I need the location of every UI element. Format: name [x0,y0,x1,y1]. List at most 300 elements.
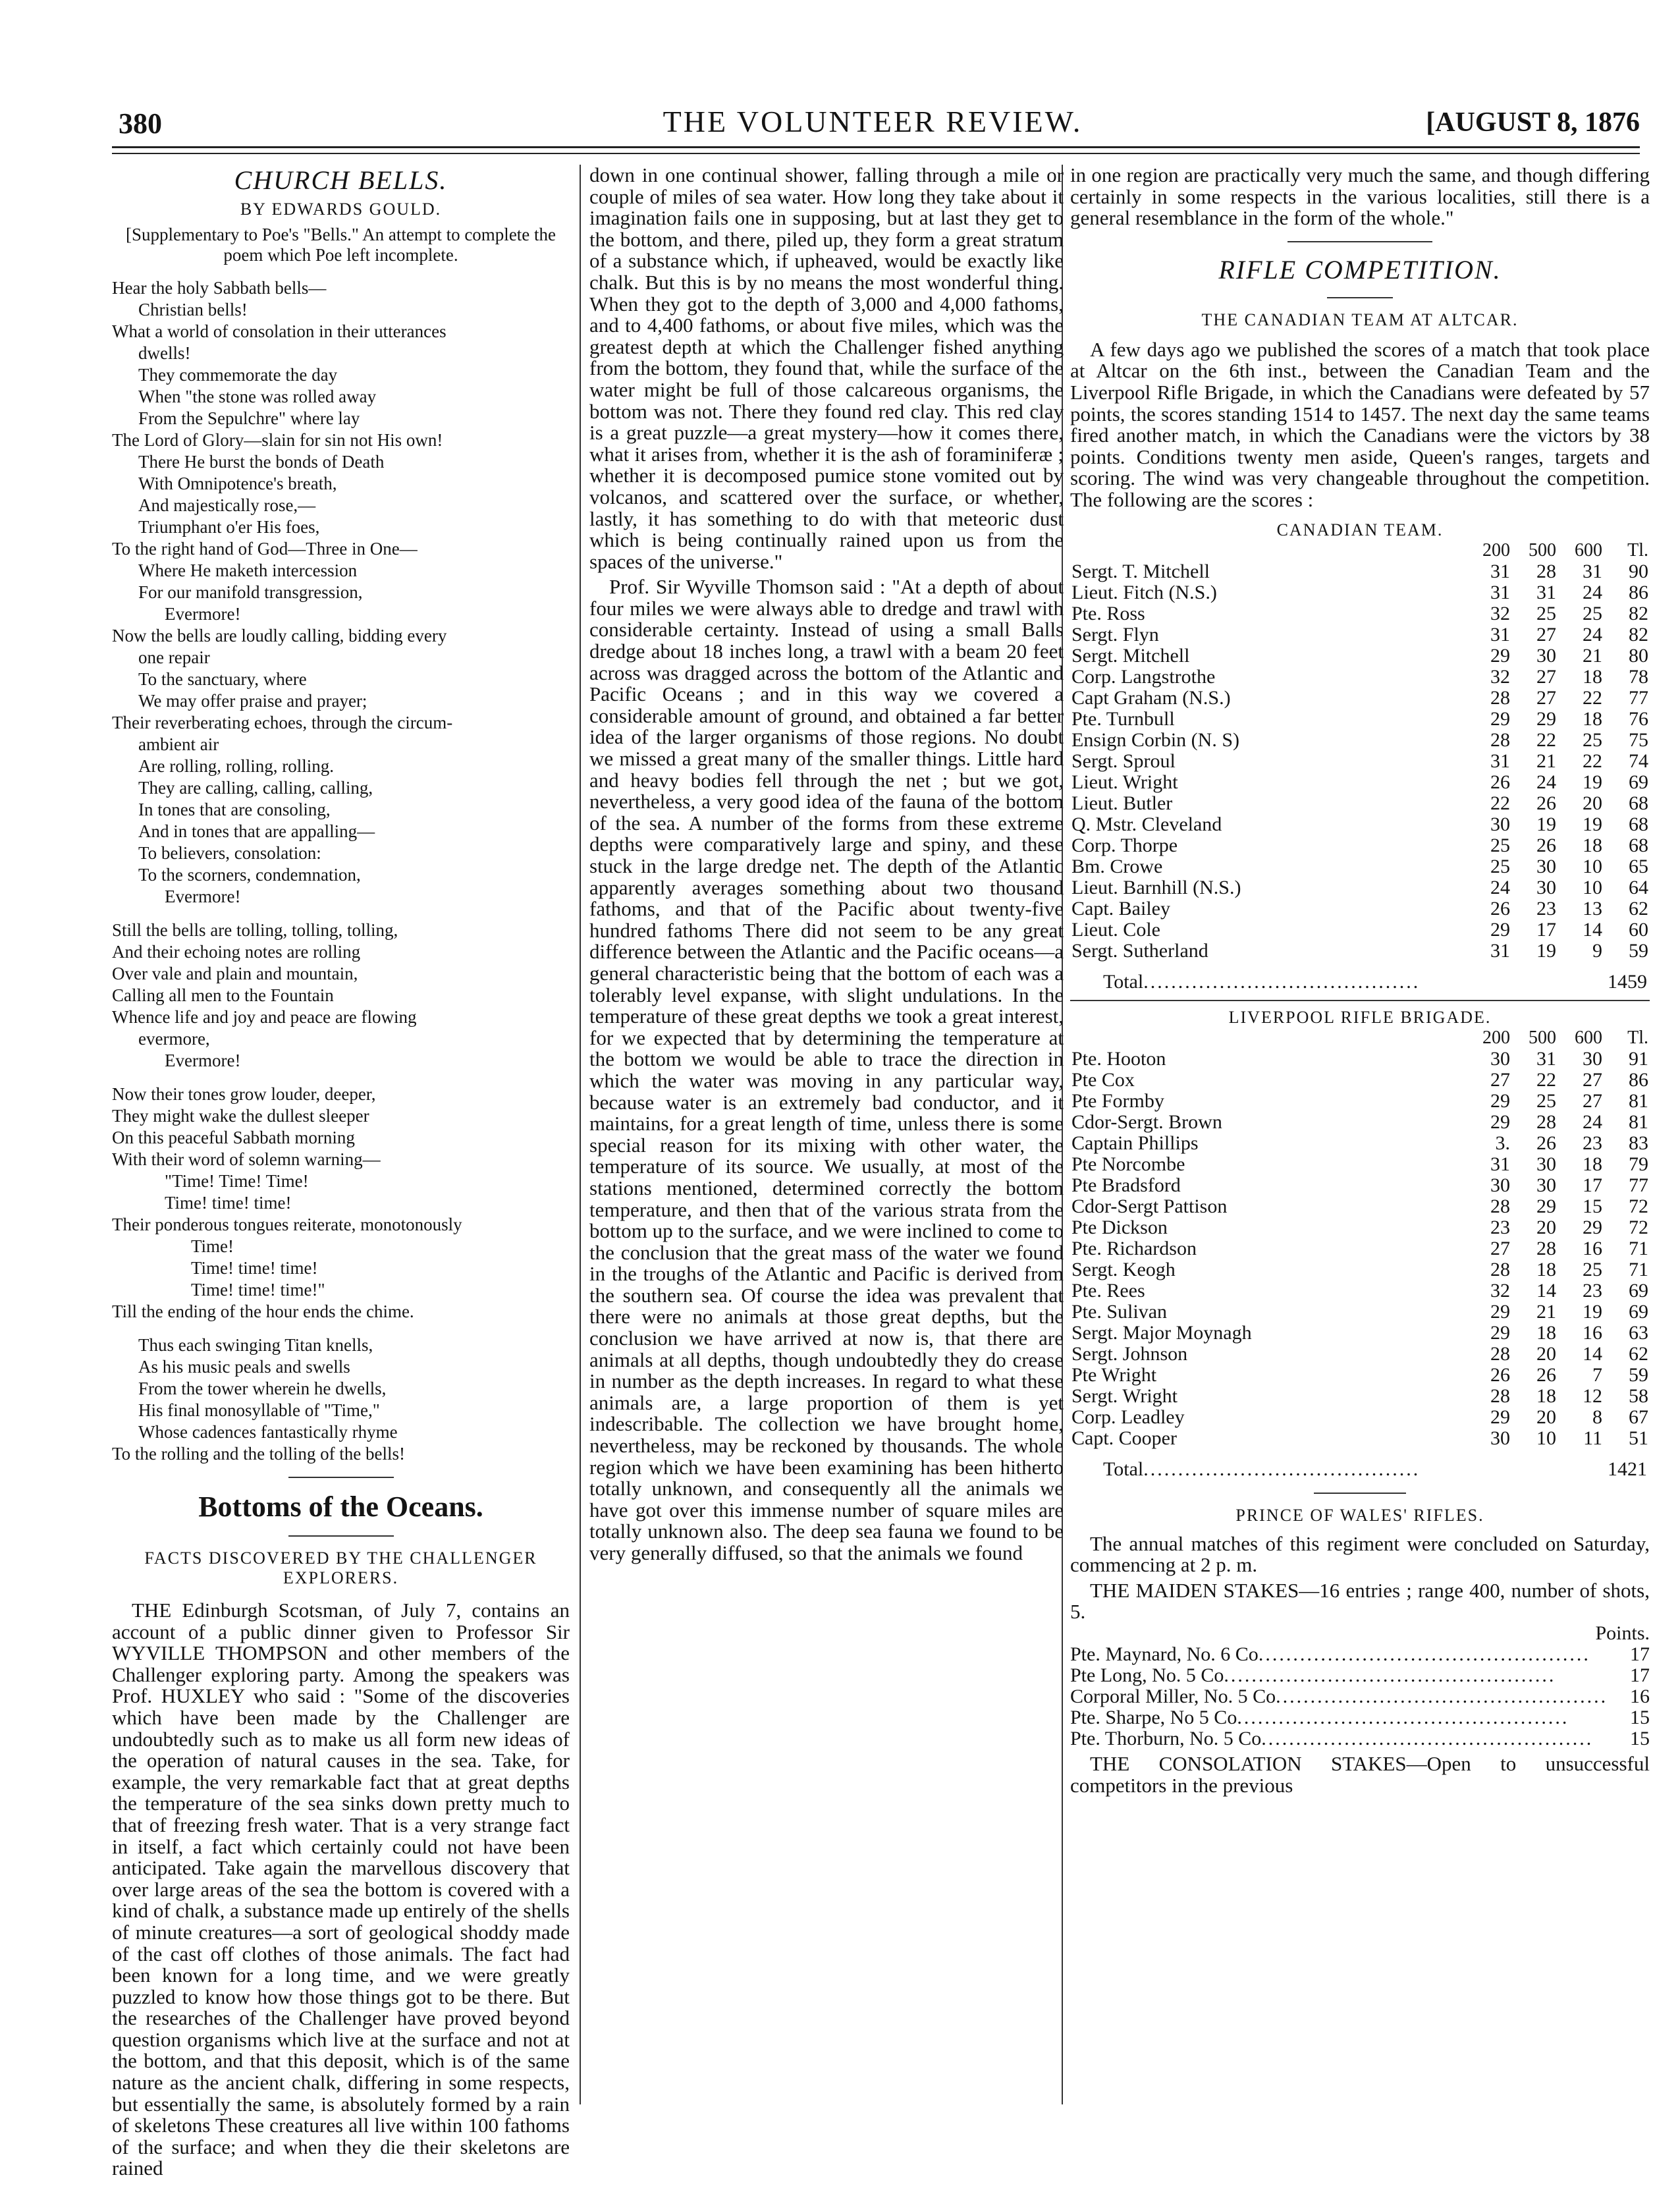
score-row [1070,1323,1650,1344]
score-row [1070,1154,1650,1175]
poem-line: What a world of consolation in their utterances [112,321,447,341]
score-cell: 32 [1490,602,1510,624]
poem-line: As his music peals and swells [138,1357,350,1377]
competitor-name: Capt Graham (N.S.) [1071,686,1231,709]
poem-line: Whence life and joy and peace are flowing [112,1007,417,1027]
competitor-name: Capt. Cooper [1071,1427,1177,1449]
score-cell: 17 [1536,918,1556,941]
poem-title: CHURCH BELLS. [234,165,448,195]
score-cell: 31 [1490,750,1510,772]
score-cell: 30 [1536,855,1556,877]
leader-dots: ................................................ [1224,1664,1556,1686]
poem-line: Hear the holy Sabbath bells— [112,278,327,298]
score-row [1070,582,1650,603]
competitor-name: Corp. Langstrothe [1071,665,1216,688]
score-cell: 28 [1490,1342,1510,1365]
page-header [105,99,1640,145]
poem-line: To the scorners, condemnation, [138,865,361,885]
thomson-paragraph: Prof. Sir Wyville Thomson said : "At a depth of about four miles we were always able to dredge and trawl with considerable certainty. Instead of using a small Balls dredge about 18 inches long, a trawl with a beam 20 feet across was dragged across the bottom of the Atlantic and Pacific Oceans ; and in this way we covered a considerable amount of ground, and obtained a far better idea of the larger organisms of those regions. No doubt we missed a great many of the smaller things. Little hard and heavy bodies fell through the net ; but we got, nevertheless, a very good idea of the fauna of the bottom of the sea. A number of the forms from these extreme depths were comparatively large and spiny, and these stuck in the large dredge net. The depth of the Atlantic apparently averages something about two thousand fathoms, and that of the Pacific about twenty-five hundred fathoms There did not seem to be any great difference between the Atlantic and the Pacific oceans—a general characteristic being that the bottom of each was a tolerably level expanse, with slight undulations. In the temperature of these great depths we took a great interest, for we expected that by determining the temperature at the bottom we would be able to trace the direction in which the water was moving in any particular way, because water is an extremely bad conductor, and it maintains, for a great length of time, unless there is some special reason for its mixing with other water, the temperature of its source. We usually, at most of the stations mentioned, determined correctly the bottom temperature, and then that of the various strata from the bottom up to the surface, and we were inclined to come to the conclusion that the great mass of the water we found in the troughs of the Atlantic and Pacific is derived from the southern sea. Of course the idea was prevalent that there were no animals at those great depths, but the conclusion we have arrived at now is, that there are animals at all depths, though undoubtedly they do crease in number as the depth increases. In regard to what these animals are, a large proportion of them is yet indescribable. The collection we have brought home, nevertheless, may be reckoned by thousands. The whole region which we have been examining has been hitherto totally unknown, and consequently all the animals we have got over this immense number of square miles are totally unknown also. The deep sea fauna we found to be very generally diffused, so that the animals we found [589,575,1064,1564]
score-cell: 19 [1583,771,1602,793]
score-row [1070,835,1650,856]
poem-line: Over vale and plain and mountain, [112,964,358,983]
score-cell: 13 [1583,897,1602,919]
score-cell: 30 [1536,1153,1556,1175]
score-cell: 16 [1583,1321,1602,1344]
competitor-name: Corporal Miller, No. 5 Co [1070,1685,1276,1707]
competitor-name: Pte Long, No. 5 Co [1070,1664,1224,1686]
range-header: 600 [1575,1027,1602,1048]
article-continued-paragraph: down in one continual shower, falling through a mile or couple of miles of sea water. How long they take about it imagination fails one in supposing, but at last they get to the bottom, and there, piled up, they form a great stratum of a substance which, if upheaved, would be exactly like chalk. But this is by no means the most wonderful thing. When they got to the depth of 3,000 and 4,000 fathoms, and to 4,400 fathoms, or about five miles, which was the greatest depth at which the Challenger fished anything from the bottom, they found that, while the surface of the water might be full of those calcareous organisms, the bottom was not. There they found red clay. This red clay is a great puzzle—a great mystery—how it comes there, what it arises from, whether it is the ash of foraminiferæ ; whether it is decomposed pumice stone vomited out by volcanos, and scattered over the surface, or whether, lastly, it has something to do with that meteoric dust which is being continually rained upon us from the spaces of the universe." [589,163,1064,573]
section-divider [1314,1493,1406,1494]
score-cell: 22 [1536,728,1556,751]
prize-row [1070,1644,1650,1665]
score-cell: 23 [1583,1279,1602,1302]
article-subtitle: FACTS DISCOVERED BY THE CHALLENGER EXPLORERS. [144,1549,537,1587]
score-cell: 14 [1583,1342,1602,1365]
score-row [1070,1196,1650,1217]
score-cell: 72 [1629,1216,1648,1238]
prize-row [1070,1686,1650,1707]
range-header: Tl. [1627,539,1648,561]
score-header-row [1070,1028,1650,1049]
score-cell: 29 [1490,707,1510,730]
poem-line: Now the bells are loudly calling, bidding every [112,626,447,645]
points-label: Points. [1595,1622,1650,1644]
leader-dots: ................................................ [1258,1643,1590,1665]
score-cell: 71 [1629,1237,1648,1259]
header-rule-thin [112,153,1640,154]
competitor-name: Pte. Thorburn, No. 5 Co [1070,1727,1262,1749]
score-cell: 80 [1629,644,1648,667]
poem-line: They are calling, calling, calling, [138,778,373,798]
score-cell: 24 [1583,1111,1602,1133]
score-row [1070,919,1650,941]
score-cell: 25 [1490,834,1510,856]
canadian-scores-table [1070,540,1650,962]
score-cell: 26 [1490,1363,1510,1386]
score-cell: 24 [1583,581,1602,603]
poem-body [112,277,570,1465]
score-cell: 27 [1490,1237,1510,1259]
score-row [1070,1112,1650,1133]
competitor-name: Lieut. Barnhill (N.S.) [1071,876,1241,898]
score-cell: 78 [1629,665,1648,688]
score-cell: 81 [1629,1111,1648,1133]
liverpool-total-row [1070,1458,1650,1481]
header-spacer [1070,540,1465,561]
header-spacer [1070,1028,1465,1049]
prize-row [1070,1728,1650,1749]
competitor-name: Lieut. Fitch (N.S.) [1071,581,1217,603]
masthead-title: THE VOLUNTEER REVIEW. [663,105,1083,138]
score-cell: 15 [1583,1195,1602,1217]
score-row [1070,856,1650,877]
score-cell: 31 [1490,623,1510,645]
score-row [1070,1259,1650,1280]
competitor-name: Cdor-Sergt. Brown [1071,1111,1222,1133]
prince-title: PRINCE OF WALES' RIFLES. [1235,1505,1484,1525]
score-row [1070,1280,1650,1302]
poem-line: With their word of solemn warning— [112,1149,381,1169]
maiden-stakes-paragraph: THE MAIDEN STAKES—16 entries ; range 400, number of shots, 5. [1070,1578,1650,1624]
competitor-name: Sergt. Keogh [1071,1258,1176,1280]
score-cell: 68 [1629,813,1648,835]
score-cell: 25 [1536,1089,1556,1112]
score-cell: 29 [1490,1321,1510,1344]
score-cell: 18 [1536,1321,1556,1344]
range-header: 200 [1482,539,1510,561]
poem-line: one repair [138,647,210,667]
score-cell: 30 [1536,876,1556,898]
score-cell: 21 [1536,750,1556,772]
poem-line: We may offer praise and prayer; [138,691,367,711]
score-row [1070,1217,1650,1238]
score-cell: 68 [1629,792,1648,814]
poem-line: Evermore! [165,1051,241,1070]
score-row [1070,941,1650,962]
points-value: 16 [1630,1685,1650,1707]
score-row [1070,603,1650,624]
score-cell: 90 [1629,560,1648,582]
points-value: 15 [1630,1706,1650,1728]
column-divider [580,165,581,2104]
score-cell: 28 [1536,1111,1556,1133]
score-cell: 10 [1536,1427,1556,1449]
score-cell: 29 [1583,1216,1602,1238]
poem-line: They commemorate the day [138,365,338,385]
section-divider [1287,241,1432,242]
score-cell: 25 [1490,855,1510,877]
column-2 [589,165,1064,2108]
poem-byline: BY EDWARDS GOULD. [240,200,442,219]
competitor-name: Bm. Crowe [1071,855,1163,877]
score-cell: 22 [1583,750,1602,772]
poem-line: They might wake the dullest sleeper [112,1106,369,1126]
score-cell: 19 [1536,813,1556,835]
score-cell: 27 [1583,1089,1602,1112]
score-cell: 31 [1536,581,1556,603]
poem-line: On this peaceful Sabbath morning [112,1128,355,1147]
score-cell: 25 [1583,728,1602,751]
poem-line: With Omnipotence's breath, [138,474,337,493]
score-cell: 74 [1629,750,1648,772]
score-cell: 86 [1629,581,1648,603]
score-cell: 18 [1536,1385,1556,1407]
score-cell: 27 [1536,623,1556,645]
range-header: 600 [1575,539,1602,561]
score-row [1070,772,1650,793]
range-header: 200 [1482,1027,1510,1048]
poem-line: When "the stone was rolled away [138,387,377,406]
score-cell: 23 [1536,897,1556,919]
competitor-name: Lieut. Butler [1071,792,1173,814]
score-cell: 27 [1490,1068,1510,1091]
score-cell: 28 [1536,560,1556,582]
score-cell: 23 [1490,1216,1510,1238]
score-cell: 29 [1490,918,1510,941]
canadian-total: 1459 [1608,970,1647,993]
liverpool-scores-table [1070,1028,1650,1449]
score-cell: 30 [1490,1047,1510,1070]
score-cell: 20 [1536,1342,1556,1365]
poem-line: There He burst the bonds of Death [138,452,385,472]
section-divider [288,1477,394,1478]
competitor-name: Pte Norcombe [1071,1153,1185,1175]
score-cell: 29 [1490,1089,1510,1112]
competitor-name: Captain Phillips [1071,1132,1199,1154]
score-cell: 26 [1536,792,1556,814]
poem-line: To the sanctuary, where [138,669,307,689]
canadian-total-row [1070,971,1650,993]
leader-dots: ........................................ [1143,970,1421,993]
score-cell: 63 [1629,1321,1648,1344]
score-cell: 31 [1490,939,1510,962]
score-cell: 29 [1490,644,1510,667]
score-row [1070,667,1650,688]
maiden-stakes-results [1070,1623,1650,1749]
score-cell: 27 [1583,1068,1602,1091]
score-cell: 67 [1629,1406,1648,1428]
section-divider [288,1535,394,1537]
competitor-name: Sergt. Wright [1071,1385,1178,1407]
poem-line: Still the bells are tolling, tolling, tolling, [112,920,398,940]
competitor-name: Sergt. Mitchell [1071,644,1190,667]
score-cell: 9 [1592,939,1602,962]
section-divider [1070,1000,1650,1001]
score-cell: 69 [1629,1300,1648,1323]
range-header: 500 [1529,1027,1556,1048]
score-row [1070,898,1650,919]
poem-line: And majestically rose,— [138,495,316,515]
score-row [1070,709,1650,730]
score-cell: 19 [1583,1300,1602,1323]
poem-line: Time! time! time! [191,1258,318,1278]
header-rule [112,146,1640,148]
score-row [1070,561,1650,582]
score-cell: 21 [1536,1300,1556,1323]
score-cell: 21 [1583,644,1602,667]
competitor-name: Sergt. Johnson [1071,1342,1188,1365]
page-number: 380 [119,107,162,140]
article-conclusion: in one region are practically very much the same, and though differing certainly in some respects in the various localities, still there is a general resemblance in the form of the whole." [1070,163,1650,230]
score-cell: 28 [1490,686,1510,709]
score-cell: 82 [1629,623,1648,645]
score-row [1070,877,1650,898]
score-cell: 69 [1629,771,1648,793]
competitor-name: Pte. Maynard, No. 6 Co [1070,1643,1259,1665]
score-cell: 68 [1629,834,1648,856]
score-cell: 83 [1629,1132,1648,1154]
score-cell: 64 [1629,876,1648,898]
score-row [1070,751,1650,772]
poem-line: Till the ending of the hour ends the chime. [112,1302,414,1321]
score-cell: 91 [1629,1047,1648,1070]
score-row [1070,1302,1650,1323]
score-cell: 82 [1629,602,1648,624]
score-cell: 8 [1592,1406,1602,1428]
score-cell: 69 [1629,1279,1648,1302]
poem-stanza [112,277,570,908]
poem-line: Their reverberating echoes, through the circum- [112,713,453,732]
competitor-name: Pte. Sharpe, No 5 Co [1070,1706,1237,1728]
poem-line: Now their tones grow louder, deeper, [112,1084,376,1104]
poem-line: From the Sepulchre" where lay [138,408,360,428]
competitor-name: Pte Wright [1071,1363,1157,1386]
score-cell: 75 [1629,728,1648,751]
score-cell: 23 [1583,1132,1602,1154]
leader-dots: ................................................ [1261,1727,1594,1749]
score-cell: 72 [1629,1195,1648,1217]
score-row [1070,1386,1650,1407]
score-cell: 25 [1583,602,1602,624]
total-label: Total [1103,970,1144,993]
poem-line: "Time! Time! Time! [165,1171,309,1191]
poem-stanza [112,919,570,1072]
competitor-name: Capt. Bailey [1071,897,1170,919]
score-cell: 20 [1583,792,1602,814]
score-cell: 28 [1490,1195,1510,1217]
score-cell: 60 [1629,918,1648,941]
score-cell: 12 [1583,1385,1602,1407]
score-row [1070,1238,1650,1259]
liverpool-total: 1421 [1608,1458,1647,1480]
score-row [1070,1070,1650,1091]
competitor-name: Sergt. T. Mitchell [1071,560,1210,582]
score-cell: 24 [1583,623,1602,645]
score-cell: 22 [1490,792,1510,814]
score-cell: 71 [1629,1258,1648,1280]
score-cell: 31 [1583,560,1602,582]
score-row [1070,1175,1650,1196]
score-row [1070,1049,1650,1070]
competitor-name: Sergt. Flyn [1071,623,1159,645]
competitor-name: Corp. Thorpe [1071,834,1178,856]
score-cell: 30 [1490,813,1510,835]
article-paragraph: THE Edinburgh Scotsman, of July 7, contains an account of a public dinner given to Professor Sir WYVILLE THOMPSON and other members of the Challenger exploring party. Among the speakers was Prof. HUXLEY who said : "Some of the discoveries which have been made by the Challenger are undoubtedly such as to make us all form new ideas of the operation of natural causes in the sea. Take, for example, the very remarkable fact that at great depths the temperature of the sea sinks down pretty much to that of freezing fresh water. That is a very strange fact in itself, a fact which certainly could not have been anticipated. Take again the marvellous discovery that over large areas of the sea the bottom is covered with a kind of chalk, a substance made up entirely of the shells of minute creatures—a sort of geological shoddy made of the cast off clothes of those animals. The fact had been known for a long time, and we were greatly puzzled to know how those things got to be there. But the researches of the Challenger have proved beyond question organisms which live at the surface and not at the bottom, and that this deposit, which is of the same nature as the ancient chalk, differing in some respects, but essentially the same, is absolutely formed by a rain of skeletons These creatures all live within 100 fathoms of the surface; and when they die their skeletons are rained [112,1599,570,2180]
score-cell: 30 [1536,1174,1556,1196]
competitor-name: Pte Bradsford [1071,1174,1181,1196]
score-cell: 18 [1536,1258,1556,1280]
poem-line: To believers, consolation: [138,843,321,863]
poem-line: Where He maketh intercession [138,561,358,580]
score-cell: 31 [1536,1047,1556,1070]
competitor-name: Sergt. Major Moynagh [1071,1321,1252,1344]
score-cell: 28 [1490,1385,1510,1407]
score-cell: 30 [1490,1174,1510,1196]
poem-line: Are rolling, rolling, rolling. [138,756,334,776]
score-cell: 24 [1536,771,1556,793]
score-cell: 79 [1629,1153,1648,1175]
score-cell: 26 [1536,1132,1556,1154]
poem-stanza [112,1083,570,1323]
score-cell: 51 [1629,1427,1648,1449]
score-cell: 30 [1490,1427,1510,1449]
score-header-row [1070,540,1650,561]
range-header: 500 [1529,539,1556,561]
score-row [1070,624,1650,645]
poem-line: For our manifold transgression, [138,582,363,602]
score-cell: 77 [1629,686,1648,709]
score-cell: 28 [1490,728,1510,751]
score-row [1070,814,1650,835]
poem-line: To the right hand of God—Three in One— [112,539,418,559]
competitor-name: Sergt. Sutherland [1071,939,1208,962]
poem-intro: [Supplementary to Poe's "Bells." An attempt to complete the poem which Poe left incomplete. [125,225,556,265]
score-row [1070,793,1650,814]
competitor-name: Q. Mstr. Cleveland [1071,813,1222,835]
score-row [1070,1091,1650,1112]
competitor-name: Sergt. Sproul [1071,750,1176,772]
score-cell: 28 [1536,1237,1556,1259]
total-label: Total [1103,1458,1144,1480]
poem-line: Christian bells! [138,300,248,319]
competitor-name: Pte. Turnbull [1071,707,1175,730]
leader-dots: ................................................ [1237,1706,1569,1728]
poem-line: And in tones that are appalling— [138,821,375,841]
poem-line: Calling all men to the Fountain [112,985,334,1005]
competitor-name: Pte. Hooton [1071,1047,1166,1070]
rifle-subtitle: THE CANADIAN TEAM AT ALTCAR. [1201,310,1519,329]
poem-line: In tones that are consoling, [138,800,331,819]
rifle-paragraph: A few days ago we published the scores of a match that took place at Altcar on the 6th inst., between the Canadian Team and the Liverpool Rifle Brigade, in which the Canadians were defeated by 57 points, the scores standing 1514 to 1457. The next day the same teams fired another match, in which the Canadians were the victors by 38 points. Conditions twenty men aside, Queen's ranges, targets and scoring. The wind was very changeable throughout the competition. The following are the scores : [1070,337,1650,511]
range-header: Tl. [1627,1027,1648,1048]
poem-line: ambient air [138,734,219,754]
score-cell: 22 [1536,1068,1556,1091]
score-cell: 24 [1490,876,1510,898]
score-cell: 29 [1490,1300,1510,1323]
competitor-name: Pte. Ross [1071,602,1145,624]
leader-dots: ................................................ [1276,1685,1608,1707]
score-cell: 31 [1490,1153,1510,1175]
score-cell: 31 [1490,560,1510,582]
score-cell: 29 [1490,1111,1510,1133]
competitor-name: Pte. Sulivan [1071,1300,1168,1323]
score-cell: 27 [1536,686,1556,709]
score-cell: 58 [1629,1385,1648,1407]
poem-line: Their ponderous tongues reiterate, monotonously [112,1215,462,1234]
score-cell: 27 [1536,665,1556,688]
score-cell: 14 [1583,918,1602,941]
score-cell: 18 [1583,665,1602,688]
poem-line: From the tower wherein he dwells, [138,1379,387,1398]
poem-line: evermore, [138,1029,210,1049]
points-value: 17 [1630,1643,1650,1665]
score-cell: 25 [1536,602,1556,624]
points-value: 15 [1630,1727,1650,1749]
competitor-name: Corp. Leadley [1071,1406,1185,1428]
poem-line: His final monosyllable of "Time," [138,1400,380,1420]
score-cell: 26 [1490,771,1510,793]
score-row [1070,1365,1650,1386]
score-cell: 65 [1629,855,1648,877]
poem-line: And their echoing notes are rolling [112,942,361,962]
poem-line: Whose cadences fantastically rhyme [138,1422,398,1442]
score-cell: 10 [1583,876,1602,898]
competitor-name: Pte. Rees [1071,1279,1145,1302]
score-cell: 18 [1583,707,1602,730]
score-row [1070,1344,1650,1365]
canadian-team-label: CANADIAN TEAM. [1276,520,1444,539]
score-cell: 18 [1583,1153,1602,1175]
score-cell: 26 [1536,834,1556,856]
issue-date: [AUGUST 8, 1876 [1426,107,1640,138]
poem-line: Time! time! time! [165,1193,292,1213]
liverpool-team-label: LIVERPOOL RIFLE BRIGADE. [1228,1007,1492,1027]
score-cell: 22 [1583,686,1602,709]
score-cell: 18 [1583,834,1602,856]
score-cell: 26 [1536,1363,1556,1386]
score-cell: 25 [1583,1258,1602,1280]
